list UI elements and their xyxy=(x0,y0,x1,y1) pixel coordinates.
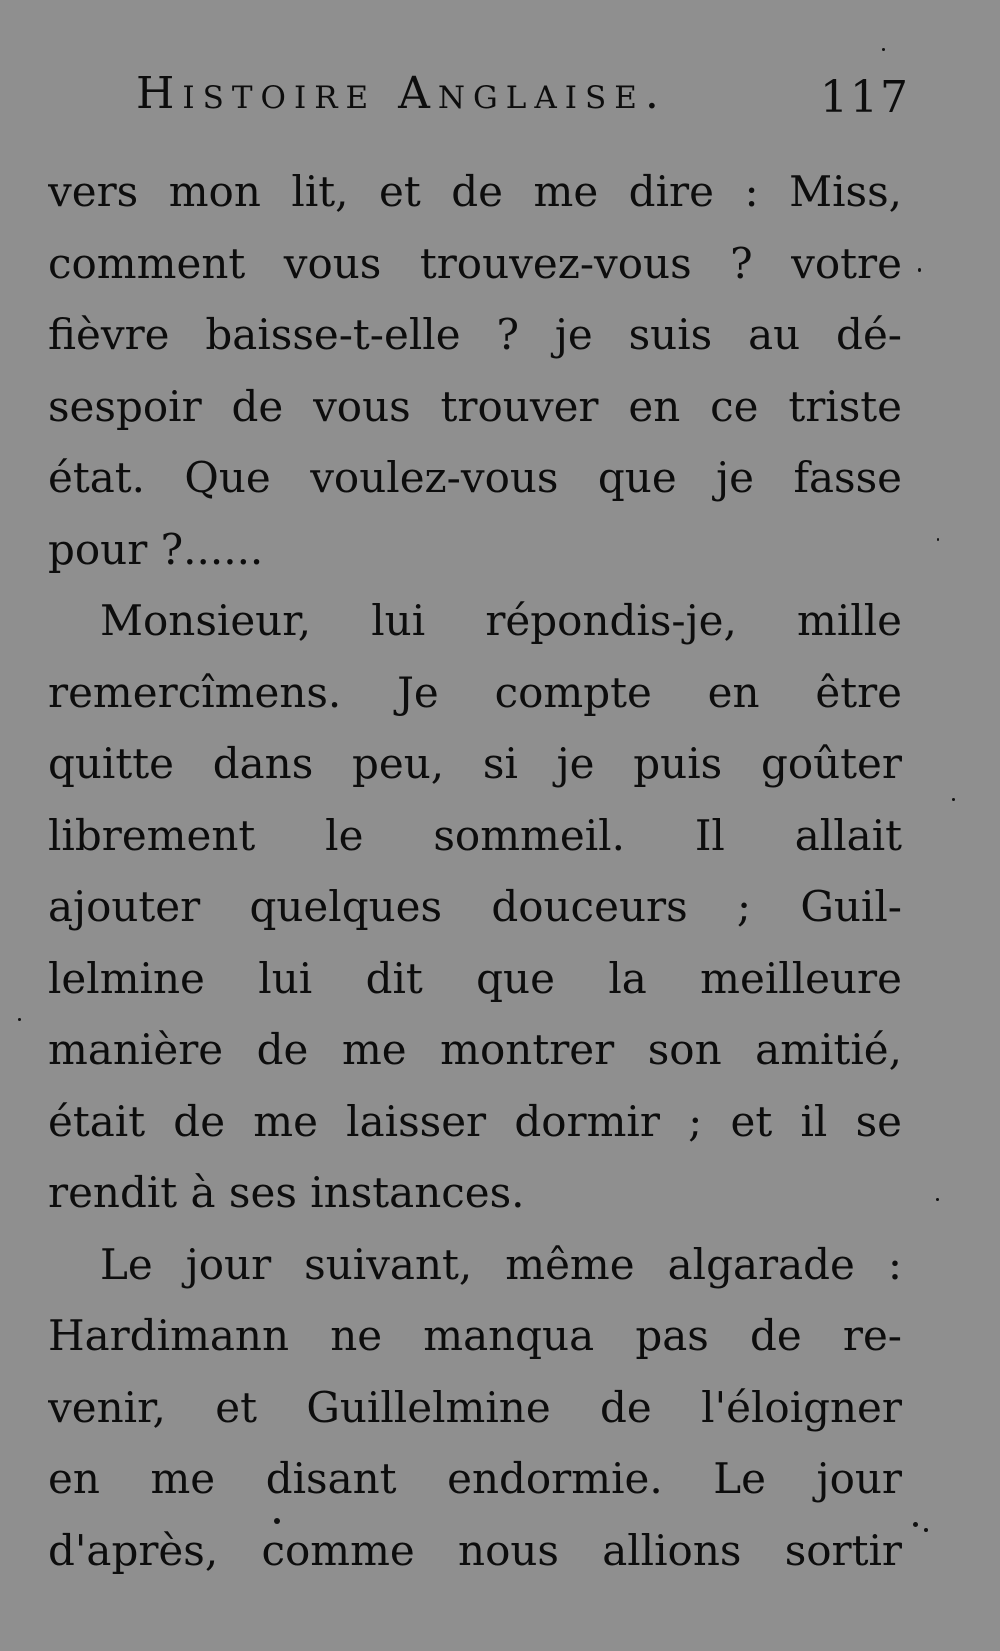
text-line: quitte dans peu, si je puis goûter xyxy=(48,739,902,788)
text-line: pour ?...... xyxy=(48,524,264,574)
paragraph-start-line: Le jour suivant, même algarade : xyxy=(100,1239,902,1289)
running-title: Histoire Anglaise. xyxy=(136,68,667,119)
print-speck xyxy=(18,1018,21,1021)
text-line: était de me laisser dormir ; et il se xyxy=(48,1096,902,1146)
text-line: ajouter quelques douceurs ; Guil- xyxy=(48,882,902,931)
print-speck xyxy=(952,798,955,801)
print-speck xyxy=(937,538,939,541)
print-speck xyxy=(882,48,885,51)
print-speck xyxy=(913,1522,918,1527)
paragraph-start-line: Monsieur, lui répondis-je, mille xyxy=(100,596,902,645)
text-line: état. Que voulez-vous que je fasse xyxy=(48,453,902,502)
text-line: sespoir de vous trouver en ce triste xyxy=(48,381,902,431)
text-line: remercîmens. Je compte en être xyxy=(48,667,902,717)
text-line: comment vous trouvez-vous ? votre xyxy=(48,238,902,288)
text-line: Hardimann ne manqua pas de re- xyxy=(48,1311,902,1360)
text-line: en me disant endormie. Le jour xyxy=(48,1454,902,1503)
text-line: d'après, comme nous allions sortir xyxy=(48,1525,902,1575)
print-speck xyxy=(918,268,921,272)
text-line: manière de me montrer son amitié, xyxy=(48,1025,902,1074)
body-text xyxy=(48,156,902,1586)
text-line: lelmine lui dit que la meilleure xyxy=(48,953,902,1003)
text-line: fièvre baisse-t-elle ? je suis au dé- xyxy=(48,310,902,359)
page-number: 117 xyxy=(820,72,910,123)
text-line: vers mon lit, et de me dire : Miss, xyxy=(48,167,902,216)
text-line: librement le sommeil. Il allait xyxy=(48,810,902,860)
print-speck xyxy=(274,1518,280,1524)
print-speck xyxy=(936,1198,939,1201)
running-head xyxy=(120,68,910,142)
text-line: venir, et Guillelmine de l'éloigner xyxy=(48,1382,902,1432)
text-line: rendit à ses instances. xyxy=(48,1168,525,1217)
print-speck xyxy=(924,1528,928,1532)
